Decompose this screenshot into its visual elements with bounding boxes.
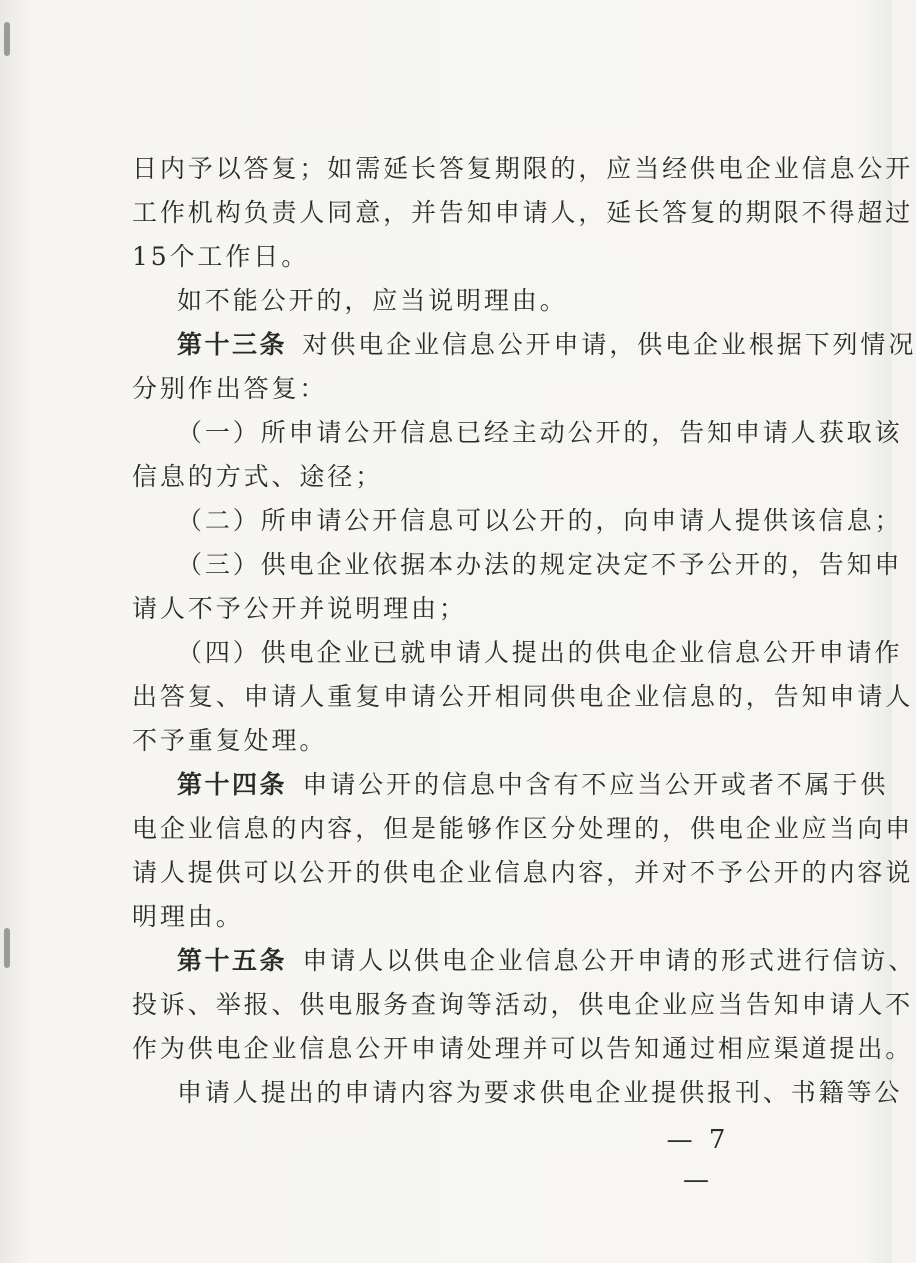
- line-text: 申请人提出的申请内容为要求供电企业提供报刊、书籍等公: [177, 1078, 903, 1107]
- line-text: （四）供电企业已就申请人提出的供电企业信息公开申请作: [177, 638, 903, 667]
- article-heading: 第十四条: [177, 770, 288, 799]
- text-line: [132, 414, 903, 452]
- article-line: [132, 942, 916, 980]
- text-line: [132, 238, 792, 276]
- article-line: [132, 326, 916, 364]
- binding-mark-top: [4, 22, 10, 56]
- text-line: [132, 282, 792, 320]
- line-text: 分别作出答复：: [132, 374, 328, 403]
- text-line: [132, 722, 792, 760]
- text-line: [132, 458, 792, 496]
- text-line: [132, 854, 914, 892]
- line-text: 作为供电企业信息公开申请处理并可以告知通过相应渠道提出。: [132, 1034, 914, 1063]
- line-text: （二）所申请公开信息可以公开的，向申请人提供该信息；: [177, 506, 903, 535]
- text-line: [132, 194, 914, 232]
- line-text: 投诉、举报、供电服务查询等活动，供电企业应当告知申请人不: [132, 990, 914, 1019]
- line-text: 信息的方式、途径；: [132, 462, 384, 491]
- line-text: 电企业信息的内容，但是能够作区分处理的，供电企业应当向申: [132, 814, 914, 843]
- line-text: 不予重复处理。: [132, 726, 328, 755]
- line-text: （三）供电企业依据本办法的规定决定不予公开的，告知申: [177, 550, 903, 579]
- text-line: [132, 370, 792, 408]
- text-line: [132, 810, 914, 848]
- binding-mark-bottom: [4, 928, 10, 968]
- article-line: [132, 766, 889, 804]
- text-line: [132, 502, 903, 540]
- page-number: — 7 —: [666, 1125, 730, 1195]
- text-line: [132, 986, 914, 1024]
- text-line: [132, 1074, 903, 1112]
- text-line: [132, 634, 903, 672]
- line-text: 对供电企业信息公开申请，供电企业根据下列情况: [302, 330, 916, 359]
- line-text: 请人提供可以公开的供电企业信息内容，并对不予公开的内容说: [132, 858, 914, 887]
- article-heading: 第十三条: [177, 330, 288, 359]
- line-text: 申请公开的信息中含有不应当公开或者不属于供: [302, 770, 889, 799]
- text-line: [132, 898, 792, 936]
- line-text: （一）所申请公开信息已经主动公开的，告知申请人获取该: [177, 418, 903, 447]
- body-text: [132, 150, 916, 1118]
- line-text: 明理由。: [132, 902, 244, 931]
- text-line: [132, 546, 903, 584]
- text-line: [132, 150, 914, 188]
- line-text: 日内予以答复；如需延长答复期限的，应当经供电企业信息公开: [132, 154, 914, 183]
- line-text: 工作机构负责人同意，并告知申请人，延长答复的期限不得超过: [132, 198, 914, 227]
- text-line: [132, 1030, 914, 1068]
- article-heading: 第十五条: [177, 946, 288, 975]
- line-text: 15个工作日。: [132, 242, 310, 271]
- line-text: 如不能公开的，应当说明理由。: [177, 286, 568, 315]
- line-text: 请人不予公开并说明理由；: [132, 594, 467, 623]
- line-text: 申请人以供电企业信息公开申请的形式进行信访、: [302, 946, 916, 975]
- text-line: [132, 678, 914, 716]
- text-line: [132, 590, 792, 628]
- line-text: 出答复、申请人重复申请公开相同供电企业信息的，告知申请人: [132, 682, 914, 711]
